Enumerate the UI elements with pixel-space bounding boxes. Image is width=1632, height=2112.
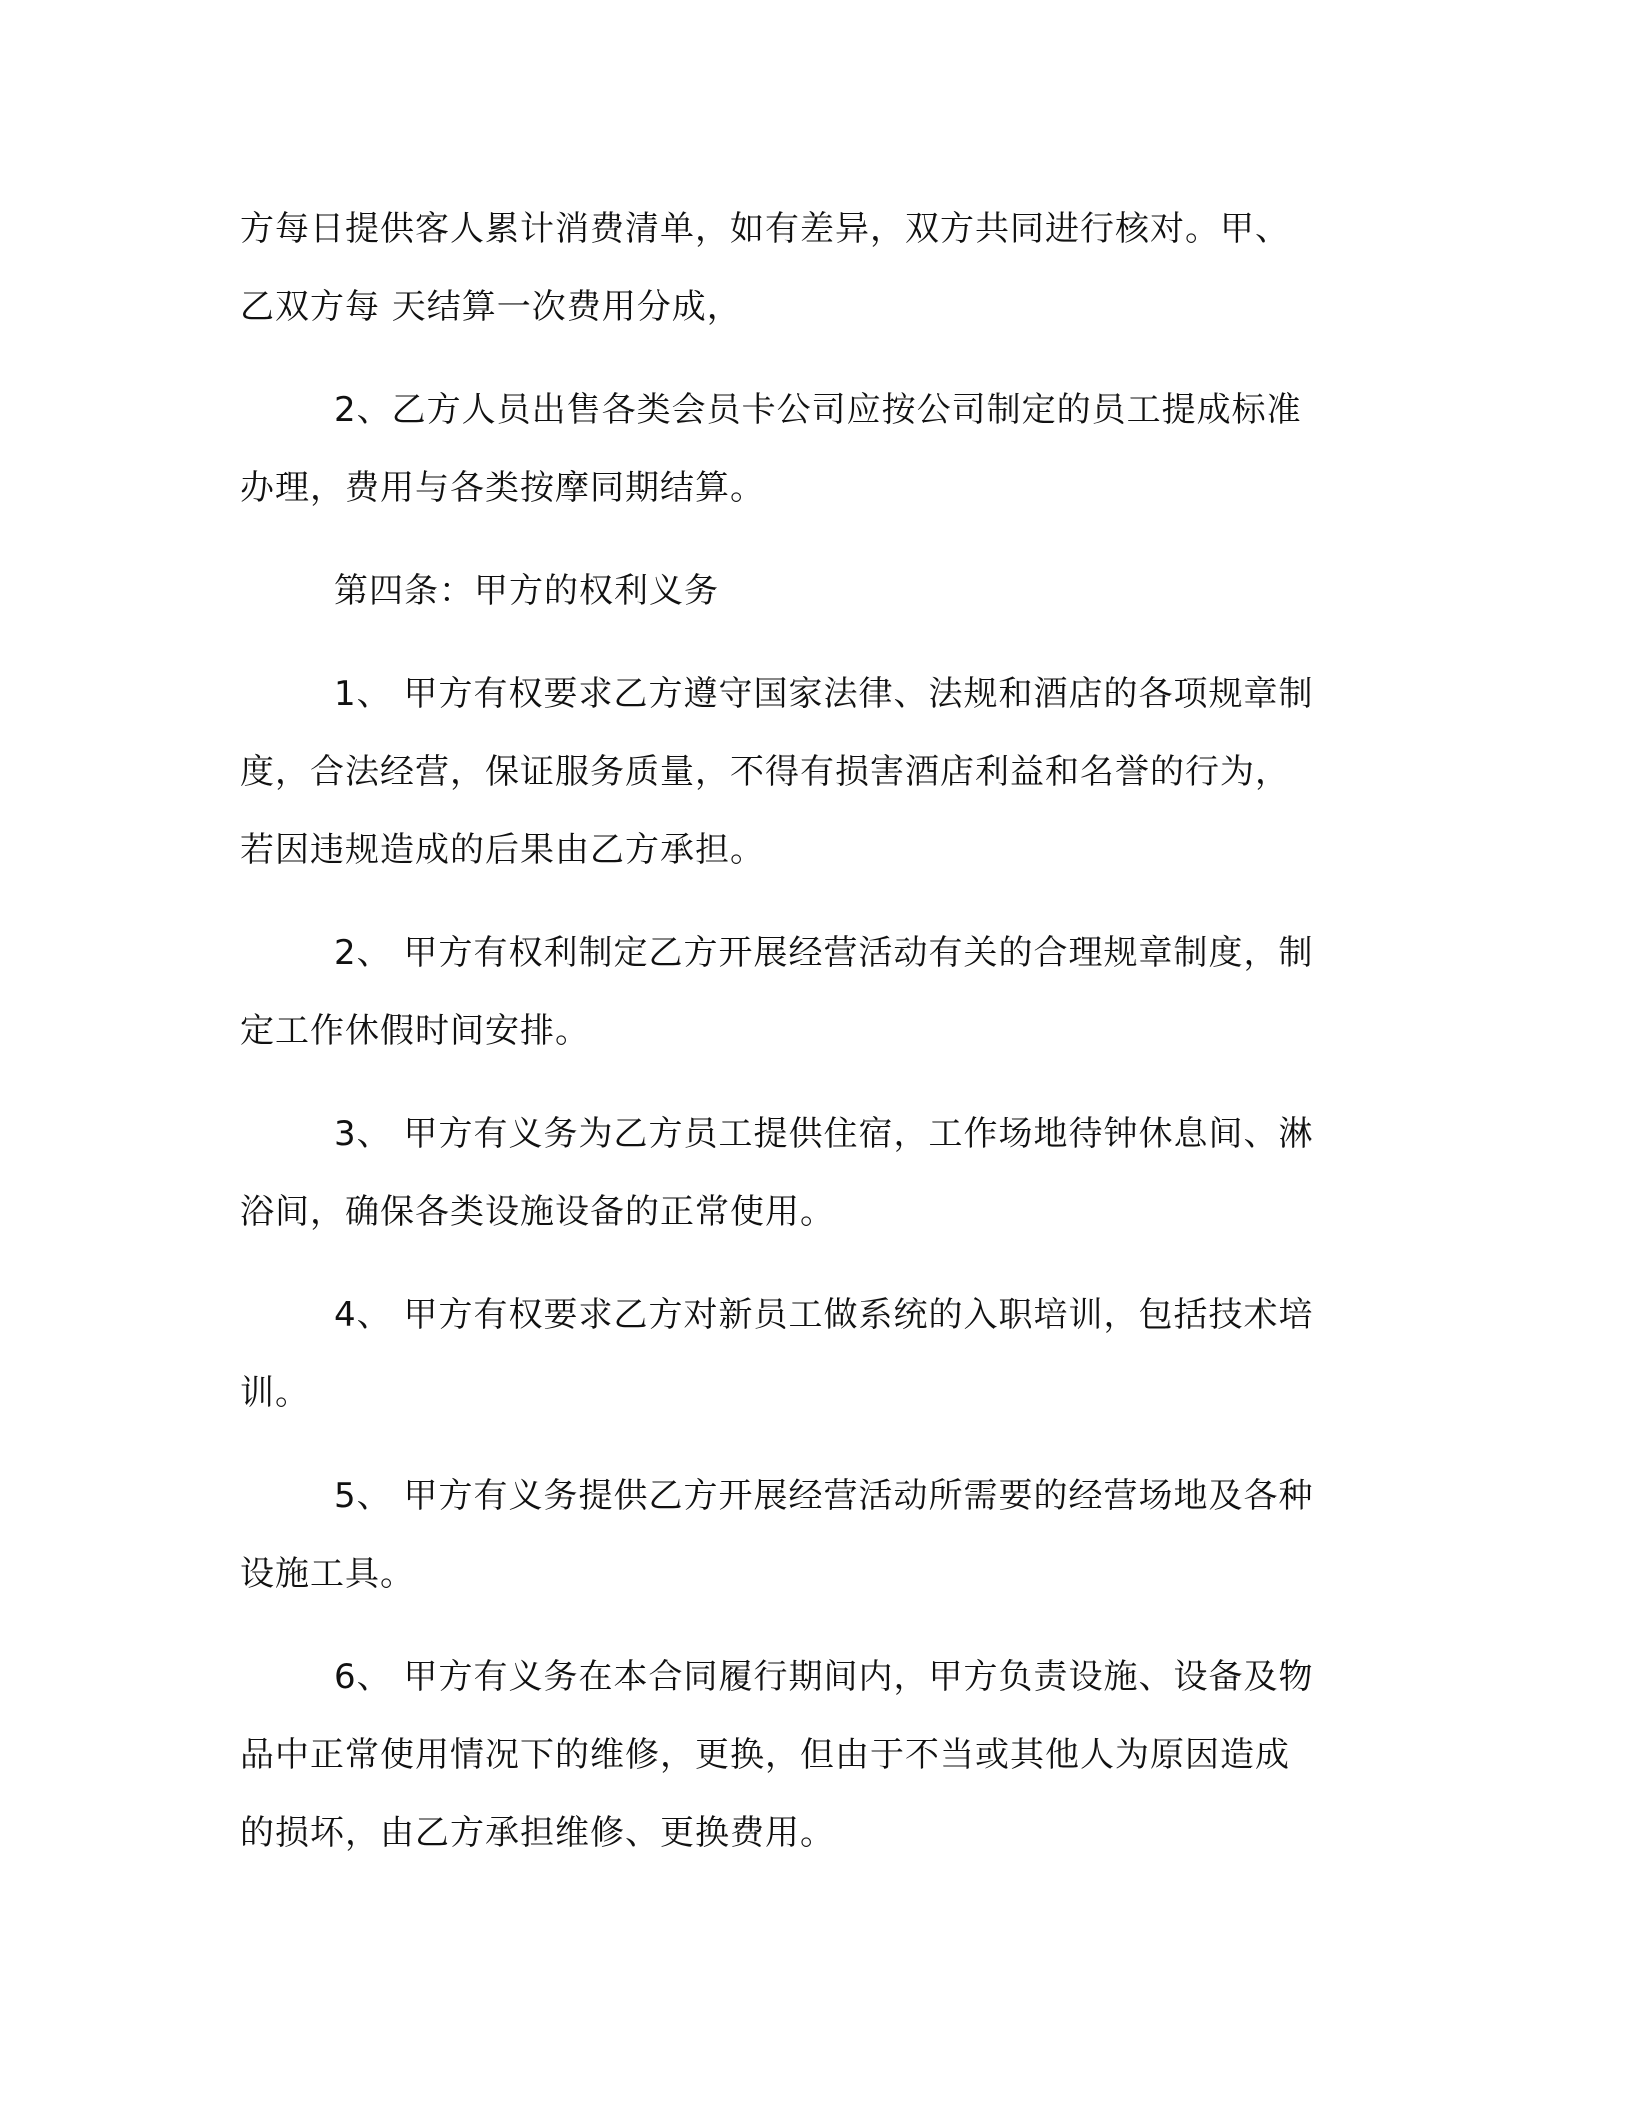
text-line: 定工作休假时间安排。 [240, 1011, 590, 1051]
text-line: 训。 [240, 1373, 310, 1413]
paragraph-clause-3 [240, 1095, 1370, 1251]
section-title: 第四条：甲方的权利义务 [334, 571, 719, 611]
text-line: 6、 甲方有义务在本合同履行期间内，甲方负责设施、设备及物 [334, 1657, 1314, 1697]
text-line: 1、 甲方有权要求乙方遵守国家法律、法规和酒店的各项规章制 [334, 674, 1314, 714]
text-line: 5、 甲方有义务提供乙方开展经营活动所需要的经营场地及各种 [334, 1476, 1314, 1516]
text-line: 2、 甲方有权利制定乙方开展经营活动有关的合理规章制度，制 [334, 933, 1314, 973]
paragraph-clause-6 [240, 1638, 1370, 1872]
text-line: 度，合法经营，保证服务质量，不得有损害酒店利益和名誉的行为， [240, 752, 1290, 792]
text-line: 办理，费用与各类按摩同期结算。 [240, 468, 765, 508]
section-heading-article-four [240, 552, 1370, 630]
text-line: 3、 甲方有义务为乙方员工提供住宿，工作场地待钟休息间、淋 [334, 1114, 1314, 1154]
text-line: 乙双方每 天结算一次费用分成， [240, 287, 742, 327]
text-line: 浴间，确保各类设施设备的正常使用。 [240, 1192, 835, 1232]
paragraph-clause-5 [240, 1457, 1370, 1613]
text-line: 2、乙方人员出售各类会员卡公司应按公司制定的员工提成标准 [334, 390, 1302, 430]
document-page [240, 190, 1370, 1897]
paragraph-clause-4 [240, 1276, 1370, 1432]
paragraph-clause-2 [240, 914, 1370, 1070]
text-line: 设施工具。 [240, 1554, 415, 1594]
paragraph-membership-card [240, 371, 1370, 527]
text-line: 若因违规造成的后果由乙方承担。 [240, 830, 765, 870]
paragraph-settlement [240, 190, 1370, 346]
text-line: 的损坏，由乙方承担维修、更换费用。 [240, 1813, 835, 1853]
paragraph-clause-1 [240, 655, 1370, 889]
text-line: 方每日提供客人累计消费清单，如有差异，双方共同进行核对。甲、 [240, 209, 1290, 249]
text-line: 4、 甲方有权要求乙方对新员工做系统的入职培训，包括技术培 [334, 1295, 1314, 1335]
text-line: 品中正常使用情况下的维修，更换，但由于不当或其他人为原因造成 [240, 1735, 1290, 1775]
